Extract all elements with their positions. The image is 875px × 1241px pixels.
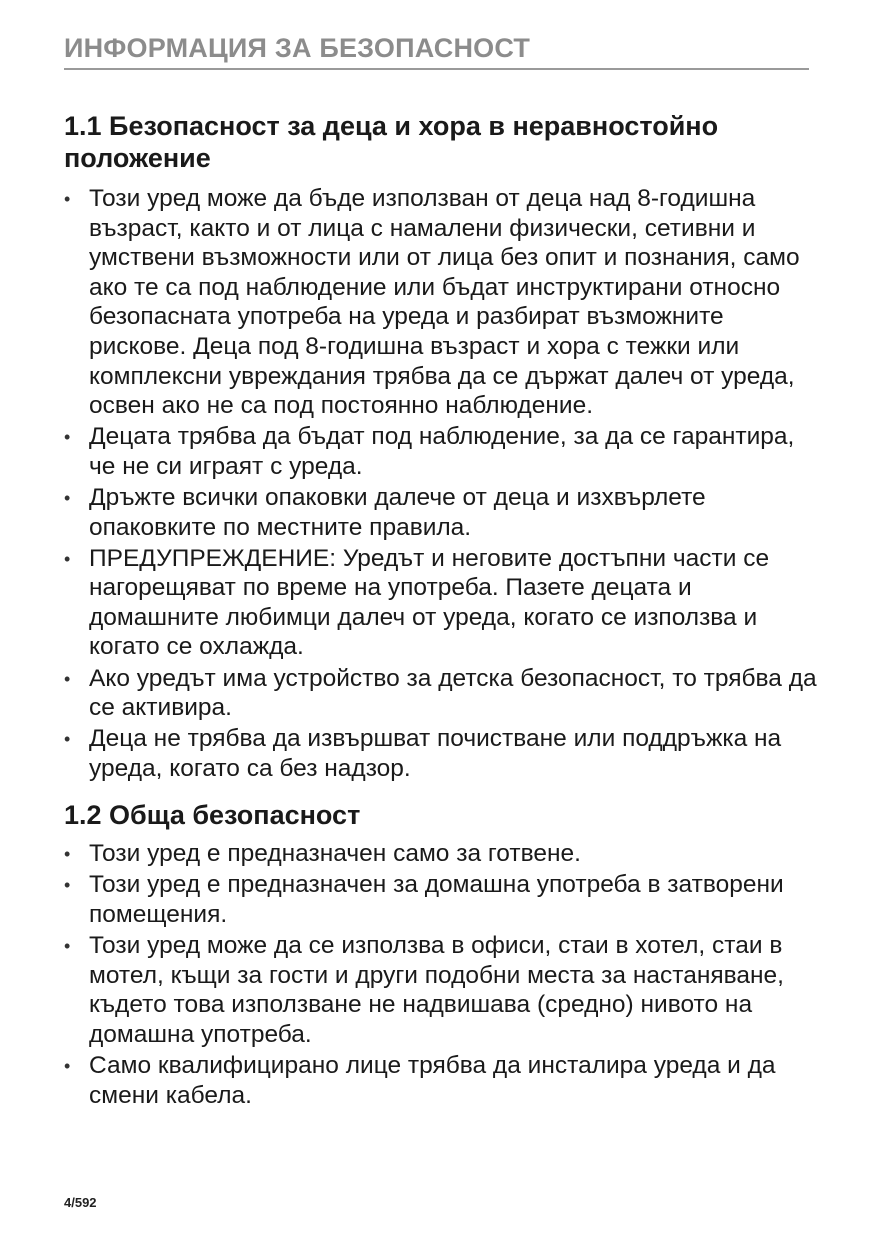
list-item: • Децата трябва да бъдат под наблюдение, за да се гарантира, че не си играят с уреда. [64, 423, 795, 480]
bullet-icon: • [64, 668, 71, 689]
page-header [64, 30, 809, 70]
bullet-icon: • [64, 875, 71, 896]
bullet-icon: • [64, 1056, 71, 1077]
section-heading-child-safety: 1.1 Безопасност за деца и хора в неравностойно положение [64, 111, 719, 173]
list-item: • Дръжте всички опаковки далече от деца и изхвърлете опаковките по местните правила. [64, 483, 706, 541]
page-number: 4/592 [64, 1195, 97, 1210]
list-item: • Този уред е предназначен за домашна употреба в затворени помещения. [64, 871, 784, 929]
document-body [64, 110, 824, 1112]
list-item: • Този уред е предназначен само за готвене. [64, 840, 581, 868]
page-title: ИНФОРМАЦИЯ ЗА БЕЗОПАСНОСТ [64, 33, 531, 63]
bullet-icon: • [64, 844, 71, 865]
list-item: • Деца не трябва да извършват почистване или поддръжка на уреда, когато са без надзор. [64, 725, 782, 782]
child-safety-list [64, 184, 824, 783]
list-item: • Този уред може да се използва в офиси, стаи в хотел, стаи в мотел, къщи за гости и други подобни места за настаняване, където това използване не надвишава (средно) нивото на домашна употреба. [64, 932, 784, 1048]
list-item: • Този уред може да бъде използван от деца над 8-годишна възраст, както и от лица с намалени физически, сетивни и умствени възможности или от лица без опит и познания, само ако те са под наблюдение или бъдат инструктирани относно безопасната употреба на уреда и разбират възможните рискове. Деца под 8-годишна възраст и хора с тежки или комплексни увреждания трябва да се държат далеч от уреда, освен ако не са под постоянно наблюдение. [64, 185, 800, 420]
list-item: • Ако уредът има устройство за детска безопасност, то трябва да се активира. [64, 664, 817, 722]
bullet-icon: • [64, 548, 71, 569]
list-item: • Само квалифицирано лице трябва да инсталира уреда и да смени кабела. [64, 1052, 776, 1109]
bullet-icon: • [64, 936, 71, 957]
section-heading-general-safety: 1.2 Обща безопасност [64, 800, 361, 831]
bullet-icon: • [64, 189, 71, 209]
bullet-icon: • [64, 729, 71, 750]
bullet-icon: • [64, 487, 71, 508]
list-item: • ПРЕДУПРЕЖДЕНИЕ: Уредът и неговите достъпни части се нагорещяват по време на употреба. Пазете децата и домашните любимци далеч от уреда, когато се използва и когато се охлажда. [64, 544, 770, 661]
bullet-icon: • [64, 427, 71, 448]
general-safety-list [64, 839, 824, 1110]
